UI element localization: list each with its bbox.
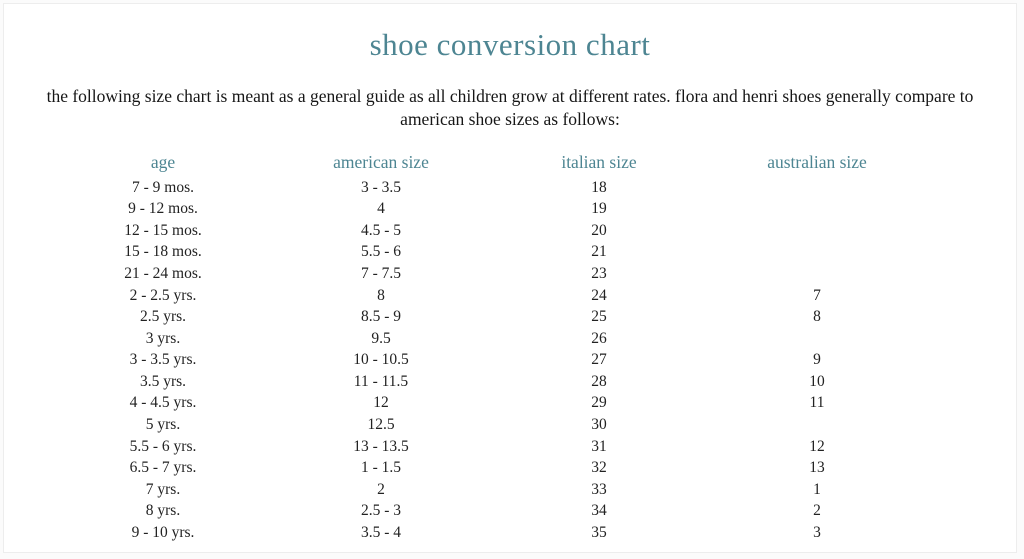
table-row [54, 198, 926, 220]
column-header: age [150, 152, 176, 173]
table-cell: 34 [591, 502, 607, 520]
table-cell: 8.5 - 9 [360, 308, 402, 326]
table-cell: 4 - 4.5 yrs. [129, 394, 197, 412]
table-cell: 3 - 3.5 yrs. [129, 351, 197, 369]
table-cell: 10 - 10.5 [353, 351, 409, 369]
table-row [54, 457, 926, 479]
table-cell [708, 220, 926, 242]
table-cell: 6.5 - 7 yrs. [129, 459, 197, 477]
table-cell: 21 - 24 mos. [124, 264, 202, 282]
table-cell: 35 [591, 524, 607, 542]
table-cell [708, 198, 926, 220]
table-row [54, 306, 926, 328]
column-header: australian size [767, 152, 867, 173]
table-cell: 33 [591, 480, 607, 498]
table-cell: 23 [591, 264, 607, 282]
table-row [54, 414, 926, 436]
table-row [54, 500, 926, 522]
table-cell: 12 - 15 mos. [124, 221, 202, 239]
table-body [54, 177, 926, 544]
page-frame [3, 3, 1017, 553]
table-cell: 9 [813, 351, 821, 369]
table-cell [708, 241, 926, 263]
table-cell: 9 - 10 yrs. [131, 524, 195, 542]
table-row [54, 220, 926, 242]
table-cell: 1 [813, 480, 821, 498]
table-row [54, 479, 926, 501]
table-cell: 8 [377, 286, 385, 304]
table-row [54, 328, 926, 350]
table-row [54, 522, 926, 544]
table-cell: 5.5 - 6 [360, 243, 402, 261]
table-row [54, 349, 926, 371]
table-cell: 30 [591, 416, 607, 434]
table-row [54, 392, 926, 414]
table-row [54, 263, 926, 285]
table-cell: 11 [809, 394, 825, 412]
table-cell: 10 [809, 372, 825, 390]
table-cell: 12.5 [367, 416, 395, 434]
column-header: italian size [561, 152, 637, 173]
table-cell: 11 - 11.5 [353, 372, 409, 390]
size-conversion-table [54, 152, 926, 544]
table-cell: 7 [813, 286, 821, 304]
table-cell: 25 [591, 308, 607, 326]
table-cell: 19 [591, 200, 607, 218]
table-cell [708, 263, 926, 285]
table-header-row [54, 152, 926, 177]
table-cell: 2.5 yrs. [139, 308, 187, 326]
table-cell: 7 - 7.5 [360, 264, 402, 282]
table-cell [708, 414, 926, 436]
table-cell: 21 [591, 243, 607, 261]
table-cell: 4 [377, 200, 385, 218]
table-cell: 2.5 - 3 [360, 502, 402, 520]
table-cell: 9.5 [371, 329, 391, 347]
table-cell: 7 yrs. [145, 480, 181, 498]
table-cell: 18 [591, 178, 607, 196]
table-cell: 27 [591, 351, 607, 369]
table-cell: 8 yrs. [145, 502, 181, 520]
table-row [54, 177, 926, 199]
table-cell: 2 [377, 480, 385, 498]
table-cell: 31 [591, 437, 607, 455]
table-row [54, 436, 926, 458]
table-cell: 13 - 13.5 [353, 437, 409, 455]
table-cell: 26 [591, 329, 607, 347]
table-cell [708, 328, 926, 350]
page-title: shoe conversion chart [369, 27, 651, 62]
column-header: american size [333, 152, 429, 173]
table-cell: 8 [813, 308, 821, 326]
table-cell: 20 [591, 221, 607, 239]
table-cell: 5.5 - 6 yrs. [129, 437, 197, 455]
table-cell: 3 [813, 524, 821, 542]
table-cell: 32 [591, 459, 607, 477]
table-cell: 9 - 12 mos. [128, 200, 198, 218]
table-cell: 7 - 9 mos. [132, 178, 194, 196]
table-cell: 3 - 3.5 [360, 178, 402, 196]
table-cell: 2 - 2.5 yrs. [129, 286, 197, 304]
table-cell [708, 177, 926, 199]
table-cell: 15 - 18 mos. [124, 243, 202, 261]
table-row [54, 371, 926, 393]
table-cell: 12 [809, 437, 825, 455]
table-row [54, 241, 926, 263]
table-cell: 1 - 1.5 [360, 459, 402, 477]
table-cell: 24 [591, 286, 607, 304]
table-cell: 5 yrs. [145, 416, 181, 434]
size-guide-description: the following size chart is meant as a general guide as all children grow at different rates. flora and henri shoes generally compare to american shoe sizes as follows: [46, 86, 974, 130]
table-row [54, 285, 926, 307]
table-cell: 3.5 - 4 [360, 524, 402, 542]
table-cell: 29 [591, 394, 607, 412]
table-cell: 12 [373, 394, 389, 412]
table-cell: 4.5 - 5 [360, 221, 402, 239]
table-cell: 13 [809, 459, 825, 477]
table-cell: 28 [591, 372, 607, 390]
table-cell: 2 [813, 502, 821, 520]
table-cell: 3.5 yrs. [139, 372, 187, 390]
table-cell: 3 yrs. [145, 329, 181, 347]
